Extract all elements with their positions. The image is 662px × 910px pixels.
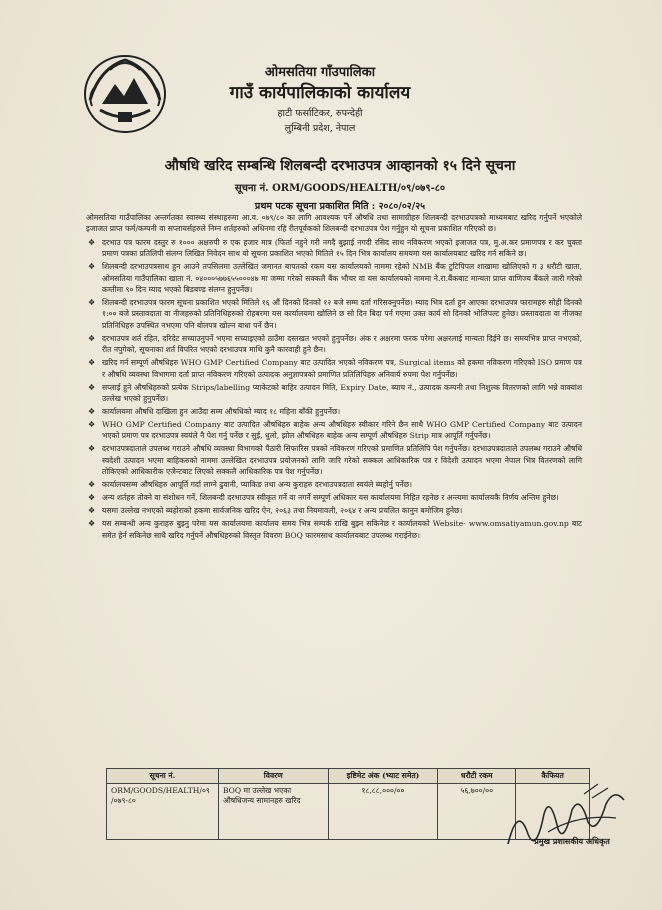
bullet-icon: ❖	[88, 420, 96, 430]
col-notice-no: सूचना नं.	[107, 769, 219, 784]
col-description: विवरण	[218, 769, 328, 784]
office-name: गाउँ कार्यपालिकाको कार्यालय	[229, 83, 411, 103]
municipality-name: ओमसतिया गाँउपालिका	[264, 65, 376, 80]
office-province: लुम्बिनी प्रदेश, नेपाल	[284, 123, 356, 134]
condition-item: ❖ कार्यालयमा औषधि दाखिला हुन आउँदा सम्म औषधिको म्याद १८ महिना बाँकी हुनुपर्नेछ।	[88, 407, 341, 417]
bullet-icon: ❖	[88, 480, 96, 490]
bullet-icon: ❖	[88, 382, 96, 392]
intro-paragraph: ओमसतिया गाउँपालिका अन्तर्गतका स्वास्थ्य संस्थाहरुमा आ.व. ०७९/८० का लागि आवश्यक पर्ने औषधि तथा सामाग्रीहरु शिलबन्दी दरभाउपत्रको माध्यमबाट खरिद गर्नुपर्ने भएकोले इजाजत प्राप्त फर्म/कम्पनी वा सप्लायर्सहरुले निम्न शर्तहरुको अधिनमा रहि रीतपूर्वकको शिलबन्दी दरभाउपत्र पेश गर्नुहुन यो सूचना प्रकाशित गरिएको छ।	[86, 213, 582, 234]
notice-reference: सूचना नं. ORM/GOODS/HEALTH/०९/०७९-८०	[234, 183, 446, 194]
bullet-icon: ❖	[88, 493, 96, 503]
condition-item: ❖ खरिद गर्न सम्पूर्ण औषधिहरु WHO GMP Certified Company बाट उत्पादित भएको नविकरण पत्र, Surgical items को हकमा नविकरण गरिएको ISO प्रमाण पत्र र औषधि व्यवस्था विभागमा दर्ता प्राप्त नविकरण गरिएको उत्पादक अनुज्ञापत्रको प्रमाणित प्रतिलिपिहरु अनिवार्य रुपमा पेश गर्नुपर्नेछ।	[88, 358, 582, 379]
col-remarks: कैफियत	[516, 769, 590, 784]
condition-item: ❖ कार्यालयसम्म औषधिहरु आपूर्ति गर्दा लाग्ने ढुवानी, प्याकिङ तथा अन्य कुराहरु दरभाउपत्रदाता स्वयंले ब्यहोर्नु पर्नेछ।	[88, 480, 412, 490]
signatory-title: प्रमुख प्रशासकीय अधिकृत	[534, 836, 610, 846]
bullet-icon: ❖	[88, 444, 96, 454]
bullet-icon: ❖	[88, 298, 96, 308]
cell-deposit: ५६,७००/००	[438, 784, 516, 840]
col-estimate: इष्टिमेट अंक (भ्याट समेत)	[328, 769, 438, 784]
notice-body	[86, 212, 582, 543]
condition-item: ❖ अन्य शर्तहरु तोक्ने वा संशोधन गर्ने, शिलबन्दी दरभाउपत्र स्वीकृत गर्ने वा नगर्ने सम्पूर्ण अधिकार यस कार्यालयमा निहित रहनेछ र अन्त्यमा कार्यालयकै निर्णय अन्तिम हुनेछ।	[88, 493, 559, 503]
cell-description: BOQ मा उल्लेख भएका औषधिजन्य सामानहरु खरिद	[218, 784, 328, 840]
condition-item: ❖ यसमा उल्लेख नभएको ब्यहोराको हकमा सार्वजनिक खरिद ऐन, २०६३ तथा नियमावली, २०६४ र अन्य प्रचलित कानुन बमोजिम हुनेछ।	[88, 506, 463, 516]
condition-item: ❖ सप्लाई हुने औषधिहरुको प्रत्येक Strips/labelling प्याकेटको बाहिर उत्पादन मिति, Expiry Date, ब्याच नं., उत्पादक कम्पनी तथा निशुल्क वितरणको लागि भन्ने वाक्यांश उल्लेख भएको हुनुपर्नेछ।	[88, 382, 582, 404]
bullet-icon: ❖	[88, 407, 96, 417]
bullet-icon: ❖	[88, 262, 96, 272]
conditions-list	[86, 237, 582, 541]
bullet-icon: ❖	[88, 519, 96, 529]
notice-title: औषधि खरिद सम्बन्धि शिलबन्दी दरभाउपत्र आव्हानको १५ दिने सूचना	[164, 158, 516, 174]
cell-estimate: १८,८८,०००/००	[328, 784, 438, 840]
publish-date: प्रथम पटक सूचना प्रकाशित मिति : २०८०/०२/२५	[254, 201, 426, 212]
condition-item: ❖ दरभाउपत्र शर्त रहित, दरिदेट सच्याउनुपर्ने भएमा सच्याइएको ठाउँमा दस्तखत भएको हुनुपर्नेछ। अंक र अक्षरमा फरक परेमा अक्षरलाई मान्यता दिईने छ। समयभित्र प्राप्त नभएको, रीत नपुगेको, सूचनाका शर्त विपरित भएको दरभाउपत्र माथि कुनै कारवाही हुने छैन।	[88, 333, 582, 355]
bullet-icon: ❖	[88, 237, 96, 247]
bullet-icon: ❖	[88, 358, 96, 368]
condition-item: ❖ शिलबन्दी दरभाउपत्रसाथ हुन आउने तपसिलमा उल्लेखित जमानत बापतको रकम यस कार्यालयको नाममा रहेको NMB बैंक टुटिपिपल शाखामा खोलिएको ग ३ धरौटी खाता, ओमसतिया गाउँपालिका खाता नं. ०४०००५७७६५५०००४७ मा जम्मा गरेको सक्कलै बैंक भौचर वा यस कार्यालयको नाममा ने.रा.बैंकबाट मान्यता प्राप्त वाणिज्य बैंकले जारी गरेको कम्तीमा ९० दिन म्याद भएको बिडबण्ड संलग्न हुनुपर्नेछ।	[88, 262, 582, 295]
office-address: हाटी फर्साटिकर, रुपन्देही	[277, 108, 363, 119]
condition-item: ❖ WHO GMP Certified Company बाट उत्पादित औषधिहरु बाहेक अन्य औषधिहरु स्वीकार गरिने छैन साथै WHO GMP Certified Company बाट उत्पादन भएको प्रमाण पत्र दरभाउपत्र स्वयंले नै पेश गर्नु पर्नेछ र सुई, धुलो, झोल औषधिहरु बाहेक अन्य सम्पूर्ण औषधिहरु Strip मात्र आपूर्ति गर्नुपर्नेछ।	[88, 420, 582, 441]
condition-item: ❖ यस सम्बन्धी अन्य कुराहरु बुझ्नु परेमा यस कार्यालयमा कार्यालय समय भित्र सम्पर्क राखि बुझ्न सकिनेछ र कार्यालयको Website- www.omsatiyamun.gov.np बाट समेत हेर्न सकिनेछ साथै खरिद गर्नुपर्ने औषधिहरुको विस्तृत विवरण BOQ फारमसाथ कार्यालयबाट उपलब्ध गराईनेछ।	[88, 519, 582, 540]
condition-item: ❖ दरभाउ पत्र फारम दस्तुर रु १००० अक्षरुपी रु एक हजार मात्र (फिर्ता नहुने गरी नगदै बुझाई नगदी रसिद साथ नविकरण भएको इजाजत पत्र, मु.अ.कर प्रमाणपत्र र कर चुक्ता प्रमाण पत्रका प्रतिलिपी संलग्न लिखित निवेदन साथ यो सूचना प्रकाशित भएको मितिले १५ दिन भित्र कार्यालय समयमा यस कार्यालयबाट खरिद गर्न सकिने छ।	[88, 237, 582, 259]
bullet-icon: ❖	[88, 506, 96, 516]
cell-notice-no: ORM/GOODS/HEALTH/०९ /०७९-८०	[107, 784, 219, 840]
condition-item: ❖ दरभाउपत्रदाताले उपलब्ध गराउने औषधि व्यवस्था विभागको पैठारी सिफारिस पत्रको नविकरण गरिएको प्रमाणित प्रतिलिपि पेश गर्नुपर्नेछ। दरभाउपत्रदाताले उपलब्ध गराउने औषधि स्वदेशी उत्पादन भएमा बाहिकरुको नाममा उल्लेखित दरभाउपत्र प्रयोजनको लागि जारि गरेको सक्कल आधिकारिक पत्र र विदेशी उत्पादन भएमा नेपाल भित्र वितरणको लागि तोकिएको आधिकारीक एजेन्टबाट लिएको सक्कलै आधिकारिक पत्र पेश गर्नुपर्नेछ।	[88, 444, 582, 477]
condition-item: ❖ शिलबन्दी दरभाउपत्र फारम सूचना प्रकाशित भएको मितिले १६ औं दिनको दिनको १२ बजे सम्म दर्ता गरिसक्नुपर्नेछ। म्याद भित्र दर्ता हुन आएका दरभाउपत्र फारामहरु सोही दिनको १:०० बजे प्रस्तावदाता वा नीजहरुको प्रतिनिधिहरुको रोहबरमा यस कार्यालयमा खोलिने छ सो दिन बिदा पर्न गएमा उक्त कार्य सो दिनको भोलिपल्ट हुनेछ। प्रस्तावदाता वा नीजका प्रतिनिधिहरु उपस्थित नभएमा पनि बोलपत्र खोल्न बाधा पर्ने छैन।	[88, 298, 582, 330]
bullet-icon: ❖	[88, 333, 96, 343]
col-deposit: धरौटी रकम	[438, 769, 516, 784]
